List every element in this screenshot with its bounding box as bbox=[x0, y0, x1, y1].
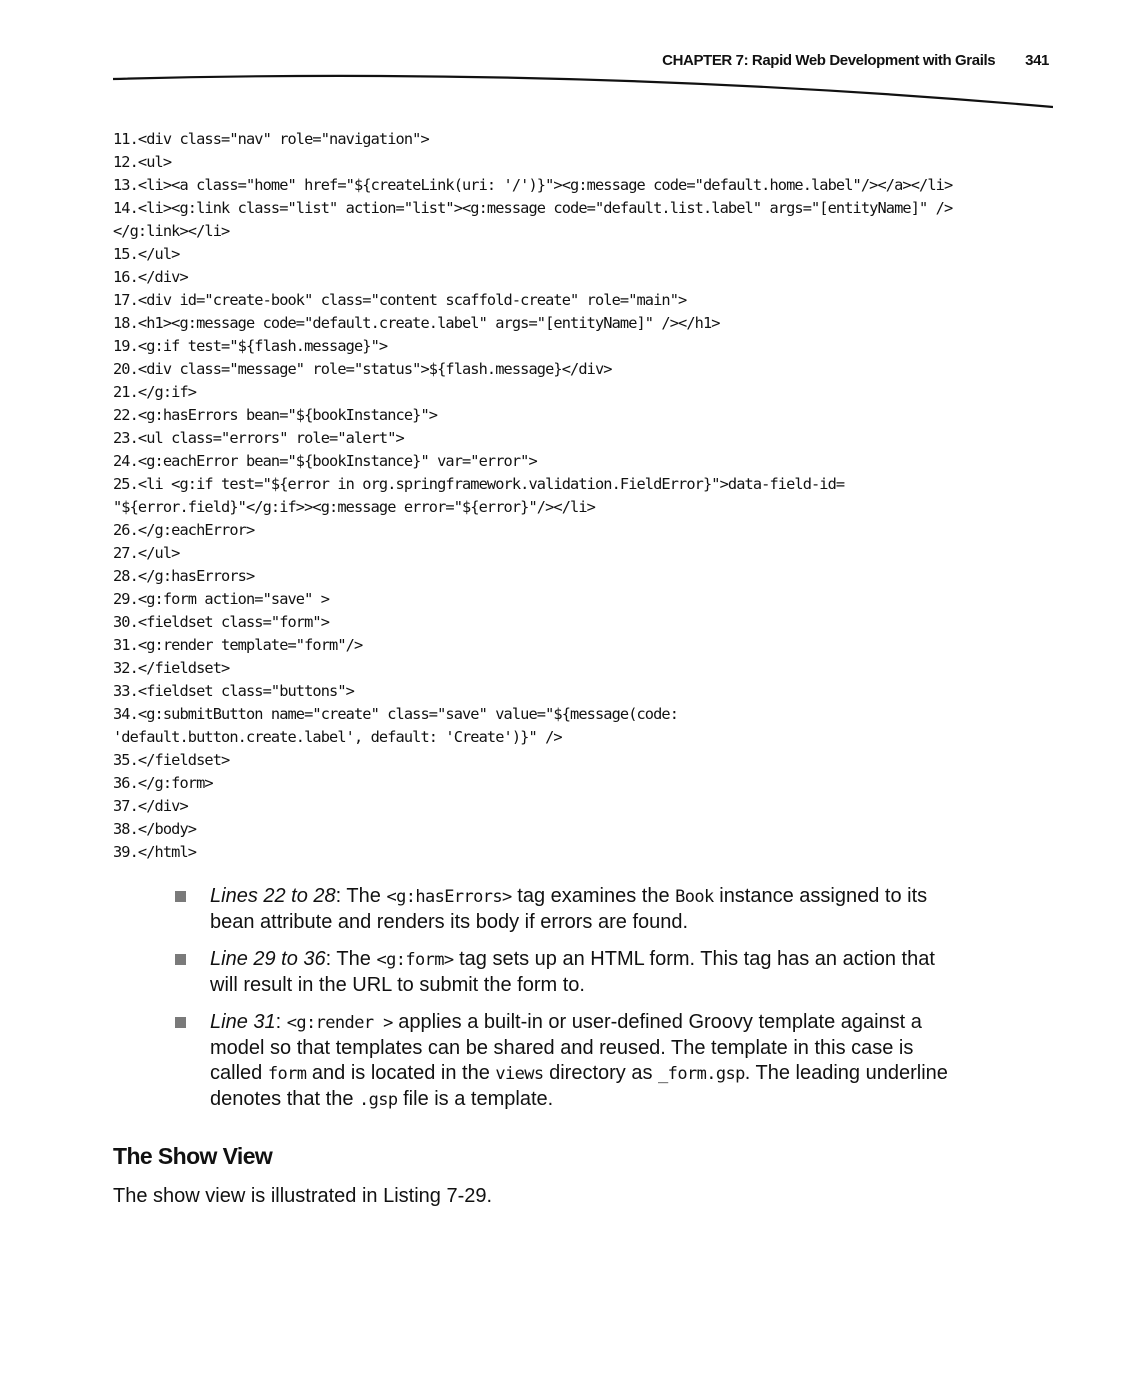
inline-code: <g:render > bbox=[286, 1013, 393, 1033]
code-line: 33.<fieldset class="buttons"> bbox=[113, 682, 354, 700]
code-line: 38.</body> bbox=[113, 820, 197, 838]
inline-code: <g:form> bbox=[376, 950, 454, 970]
code-line: "${error.field}"</g:if>><g:message error="${error}"/></li> bbox=[113, 498, 595, 516]
bullet-lead: Lines 22 to 28 bbox=[210, 885, 336, 907]
code-line: 15.</ul> bbox=[113, 245, 180, 263]
code-line: 22.<g:hasErrors bean="${bookInstance}"> bbox=[113, 406, 438, 424]
code-line: 16.</div> bbox=[113, 268, 188, 286]
square-bullet-icon bbox=[175, 891, 186, 902]
code-line: 36.</g:form> bbox=[113, 774, 213, 792]
section-heading: The Show View bbox=[113, 1143, 273, 1169]
code-line: </g:link></li> bbox=[113, 222, 230, 240]
code-line: 23.<ul class="errors" role="alert"> bbox=[113, 429, 404, 447]
code-line: 30.<fieldset class="form"> bbox=[113, 613, 330, 631]
code-line: 25.<li <g:if test="${error in org.springframework.validation.FieldError}">data-field-id= bbox=[113, 475, 845, 493]
square-bullet-icon bbox=[175, 954, 186, 965]
inline-code: <g:hasErrors> bbox=[386, 887, 512, 907]
code-line: 'default.button.create.label', default: 'Create')}" /> bbox=[113, 728, 562, 746]
code-line: 26.</g:eachError> bbox=[113, 521, 255, 539]
code-line: 28.</g:hasErrors> bbox=[113, 567, 255, 585]
code-line: 11.<div class="nav" role="navigation"> bbox=[113, 130, 429, 148]
bullet-item bbox=[175, 884, 965, 935]
header-rule bbox=[113, 72, 1053, 112]
bullet-item bbox=[175, 947, 965, 998]
bullet-text: : bbox=[275, 1011, 287, 1033]
bullet-list bbox=[175, 884, 965, 1125]
bullet-lead: Line 29 to 36 bbox=[210, 948, 326, 970]
page-number: 341 bbox=[1025, 52, 1049, 69]
body-paragraph: The show view is illustrated in Listing 7-29. bbox=[113, 1185, 493, 1207]
code-line: 24.<g:eachError bean="${bookInstance}" var="error"> bbox=[113, 452, 537, 470]
bullet-text: instance assigned to its bean attribute and renders its body if errors are found. bbox=[210, 885, 928, 933]
code-line: 37.</div> bbox=[113, 797, 188, 815]
inline-code: Book bbox=[675, 887, 714, 907]
code-line: 39.</html> bbox=[113, 843, 197, 861]
chapter-title: CHAPTER 7: Rapid Web Development with Grails bbox=[662, 52, 996, 69]
code-line: 12.<ul> bbox=[113, 153, 172, 171]
code-line: 35.</fieldset> bbox=[113, 751, 230, 769]
bullet-text: file is a template. bbox=[397, 1088, 554, 1110]
bullet-text: applies a built-in or user-defined Groovy template against a model so that templates can be shared and reused. The template in this case is called bbox=[210, 1011, 922, 1084]
code-line: 27.</ul> bbox=[113, 544, 180, 562]
inline-code: .gsp bbox=[359, 1090, 398, 1110]
bullet-text: : The bbox=[335, 885, 387, 907]
square-bullet-icon bbox=[175, 1017, 186, 1028]
code-line: 14.<li><g:link class="list" action="list"><g:message code="default.list.label" args="[entityName]" /> bbox=[113, 199, 953, 217]
code-line: 31.<g:render template="form"/> bbox=[113, 636, 363, 654]
bullet-lead: Line 31 bbox=[210, 1011, 276, 1033]
code-line: 32.</fieldset> bbox=[113, 659, 230, 677]
code-line: 17.<div id="create-book" class="content scaffold-create" role="main"> bbox=[113, 291, 687, 309]
inline-code: form bbox=[267, 1064, 307, 1084]
bullet-text: tag sets up an HTML form. This tag has an action that will result in the URL to submit the form to. bbox=[210, 948, 935, 996]
code-line: 18.<h1><g:message code="default.create.label" args="[entityName]" /></h1> bbox=[113, 314, 720, 332]
inline-code: _form.gsp bbox=[658, 1064, 745, 1084]
bullet-text: : The bbox=[325, 948, 377, 970]
bullet-text: tag examines the bbox=[511, 885, 676, 907]
bullet-text: . The leading underline denotes that the bbox=[210, 1062, 948, 1110]
bullet-text: directory as bbox=[543, 1062, 659, 1084]
code-line: 20.<div class="message" role="status">${flash.message}</div> bbox=[113, 360, 612, 378]
code-line: 21.</g:if> bbox=[113, 383, 197, 401]
code-line: 19.<g:if test="${flash.message}"> bbox=[113, 337, 388, 355]
bullet-item bbox=[175, 1010, 965, 1113]
code-line: 34.<g:submitButton name="create" class="save" value="${message(code: bbox=[113, 705, 679, 723]
code-line: 13.<li><a class="home" href="${createLink(uri: '/')}"><g:message code="default.home.label"/></a></li> bbox=[113, 176, 953, 194]
running-header bbox=[113, 52, 1049, 69]
code-line: 29.<g:form action="save" > bbox=[113, 590, 330, 608]
bullet-text: and is located in the bbox=[306, 1062, 496, 1084]
code-listing bbox=[113, 128, 1063, 864]
inline-code: views bbox=[495, 1064, 544, 1084]
